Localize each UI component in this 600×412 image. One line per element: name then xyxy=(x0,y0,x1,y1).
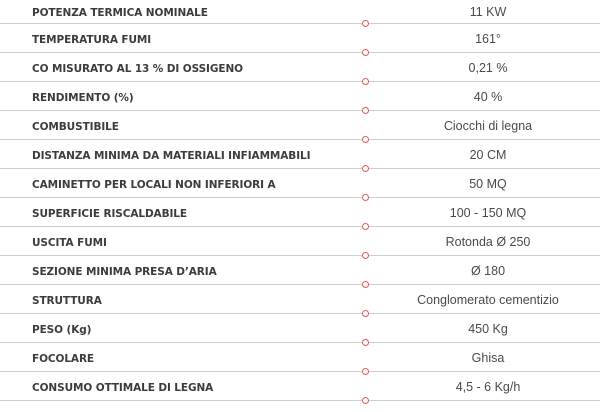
row-divider xyxy=(0,342,600,343)
row-divider xyxy=(0,400,600,401)
divider-dot-icon xyxy=(362,20,369,27)
divider-dot-icon xyxy=(362,397,369,404)
spec-label: POTENZA TERMICA NOMINALE xyxy=(32,7,208,19)
spec-label: SUPERFICIE RISCALDABILE xyxy=(32,208,187,220)
divider-dot-icon xyxy=(362,368,369,375)
spec-row xyxy=(0,346,600,375)
spec-label: COMBUSTIBILE xyxy=(32,121,119,133)
spec-label: CONSUMO OTTIMALE DI LEGNA xyxy=(32,382,214,394)
spec-value: 11 KW xyxy=(469,5,507,19)
spec-label: RENDIMENTO (%) xyxy=(32,92,134,104)
spec-label: PESO (Kg) xyxy=(32,324,92,336)
spec-row xyxy=(0,201,600,230)
spec-row xyxy=(0,0,600,27)
spec-row xyxy=(0,27,600,56)
spec-value: Ghisa xyxy=(471,351,505,365)
row-divider xyxy=(0,139,600,140)
spec-value: Ø 180 xyxy=(470,264,506,278)
row-divider xyxy=(0,226,600,227)
spec-row xyxy=(0,114,600,143)
row-divider xyxy=(0,81,600,82)
spec-label: CAMINETTO PER LOCALI NON INFERIORI A xyxy=(32,179,276,191)
spec-label: STRUTTURA xyxy=(32,295,102,307)
spec-value: 20 CM xyxy=(469,148,507,162)
divider-dot-icon xyxy=(362,310,369,317)
divider-dot-icon xyxy=(362,136,369,143)
row-divider xyxy=(0,284,600,285)
spec-label: DISTANZA MINIMA DA MATERIALI INFIAMMABILI xyxy=(32,150,311,162)
divider-dot-icon xyxy=(362,281,369,288)
spec-row xyxy=(0,230,600,259)
divider-dot-icon xyxy=(362,49,369,56)
spec-row xyxy=(0,56,600,85)
spec-value: 0,21 % xyxy=(468,61,508,75)
spec-row xyxy=(0,143,600,172)
spec-value: 100 - 150 MQ xyxy=(449,206,527,220)
row-divider xyxy=(0,255,600,256)
spec-row xyxy=(0,259,600,288)
spec-value: 450 Kg xyxy=(468,322,508,336)
spec-value: Ciocchi di legna xyxy=(443,119,533,133)
divider-dot-icon xyxy=(362,194,369,201)
spec-value: 4,5 - 6 Kg/h xyxy=(455,380,521,394)
row-divider xyxy=(0,371,600,372)
row-divider xyxy=(0,52,600,53)
spec-label: CO MISURATO AL 13 % DI OSSIGENO xyxy=(32,63,243,75)
divider-dot-icon xyxy=(362,165,369,172)
spec-row xyxy=(0,172,600,201)
spec-label: FOCOLARE xyxy=(32,353,95,365)
divider-dot-icon xyxy=(362,107,369,114)
divider-dot-icon xyxy=(362,252,369,259)
spec-label: USCITA FUMI xyxy=(32,237,107,249)
spec-value: Conglomerato cementizio xyxy=(417,293,559,307)
spec-row xyxy=(0,288,600,317)
row-divider xyxy=(0,168,600,169)
spec-label: TEMPERATURA FUMI xyxy=(32,34,152,46)
spec-row xyxy=(0,85,600,114)
row-divider xyxy=(0,23,600,24)
spec-value: 161° xyxy=(475,32,501,46)
divider-dot-icon xyxy=(362,223,369,230)
row-divider xyxy=(0,313,600,314)
row-divider xyxy=(0,197,600,198)
spec-value: Rotonda Ø 250 xyxy=(445,235,531,249)
spec-row xyxy=(0,317,600,346)
spec-value: 40 % xyxy=(473,90,503,104)
spec-row xyxy=(0,375,600,404)
divider-dot-icon xyxy=(362,339,369,346)
spec-value: 50 MQ xyxy=(469,177,507,191)
spec-label: SEZIONE MINIMA PRESA D’ARIA xyxy=(32,266,217,278)
row-divider xyxy=(0,110,600,111)
divider-dot-icon xyxy=(362,78,369,85)
